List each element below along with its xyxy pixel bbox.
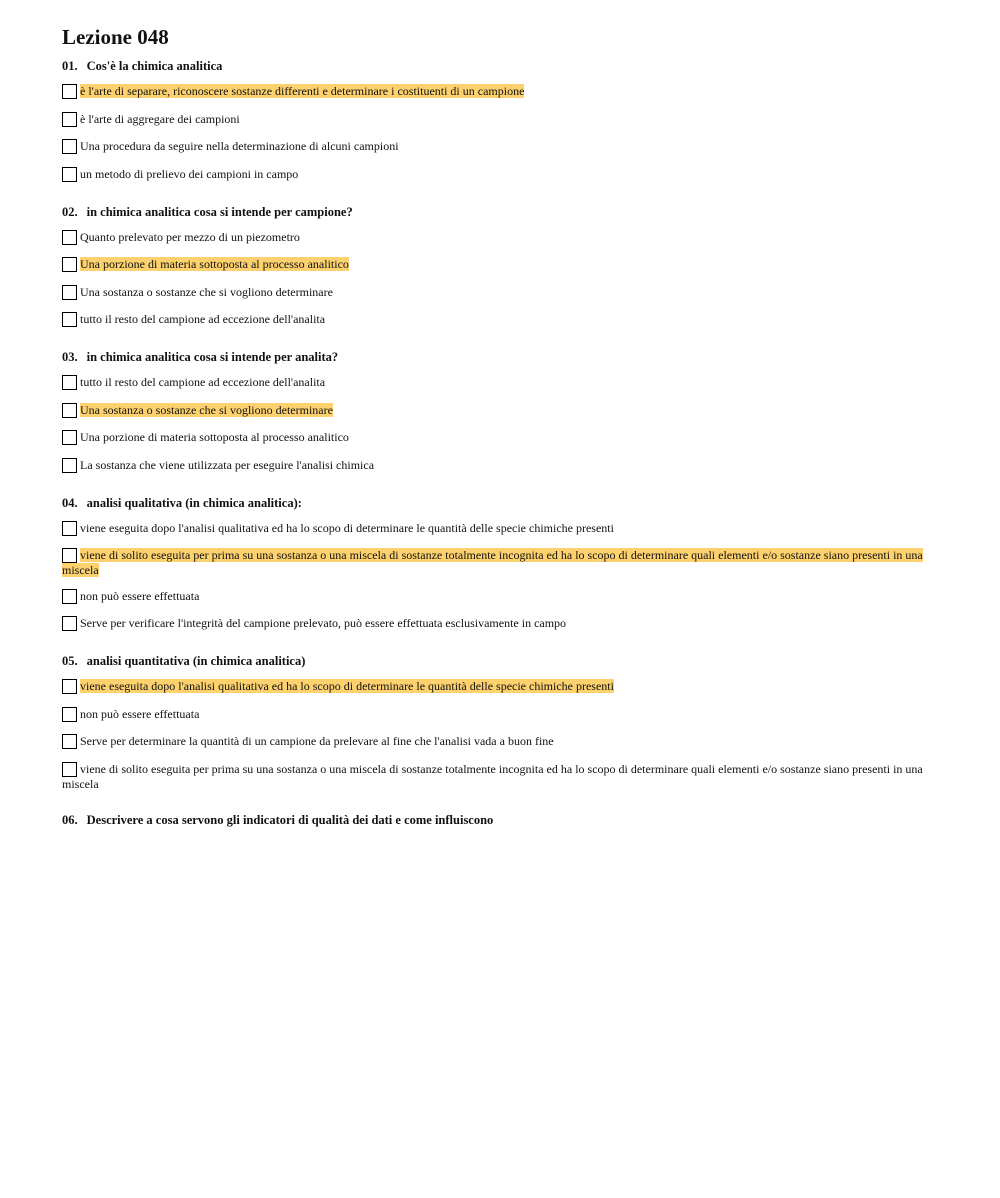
answer-option <box>62 375 936 392</box>
question-1 <box>62 58 936 184</box>
checkbox[interactable] <box>62 616 77 631</box>
question-heading <box>62 349 936 365</box>
answer-text: Serve per determinare la quantità di un campione da prelevare al fine che l'analisi vada a buon fine <box>80 734 554 748</box>
question-5 <box>62 653 936 792</box>
checkbox[interactable] <box>62 589 77 604</box>
answer-text: Una porzione di materia sottoposta al processo analitico <box>80 430 349 444</box>
answer-text: un metodo di prelievo dei campioni in campo <box>80 166 299 181</box>
answer-option <box>62 616 936 633</box>
checkbox[interactable] <box>62 230 77 245</box>
answer-option <box>62 403 936 420</box>
question-text: analisi qualitativa (in chimica analitica): <box>86 495 302 510</box>
question-number: 04. <box>62 495 78 510</box>
question-number: 06. <box>62 812 78 827</box>
question-number: 03. <box>62 350 78 364</box>
question-number: 05. <box>62 654 78 668</box>
checkbox[interactable] <box>62 403 77 418</box>
question-text: Descrivere a cosa servono gli indicatori di qualità dei dati e come influiscono <box>86 812 494 827</box>
answer-text: non può essere effettuata <box>80 706 200 721</box>
checkbox[interactable] <box>62 285 77 300</box>
answer-text: Una procedura da seguire nella determinazione di alcuni campioni <box>80 139 399 153</box>
answer-text: viene eseguita dopo l'analisi qualitativa ed ha lo scopo di determinare le quantità delle specie chimiche presenti <box>80 520 614 535</box>
answer-option <box>62 112 936 129</box>
answer-text-highlighted: viene di solito eseguita per prima su una sostanza o una miscela di sostanze totalmente incognita ed ha lo scopo di determinare quali elementi e/o sostanze siano presenti in una miscela <box>62 548 923 577</box>
question-heading <box>62 812 936 828</box>
answer-text-highlighted: è l'arte di separare, riconoscere sostanze differenti e determinare i costituenti di un campione <box>80 84 525 98</box>
checkbox[interactable] <box>62 139 77 154</box>
question-heading <box>62 495 936 511</box>
answer-option <box>62 430 936 447</box>
question-heading <box>62 58 936 74</box>
checkbox[interactable] <box>62 707 77 722</box>
answer-text: Serve per verificare l'integrità del campione prelevato, può essere effettuata esclusivamente in campo <box>80 616 567 630</box>
question-3 <box>62 349 936 475</box>
question-6 <box>62 812 936 828</box>
answer-option <box>62 458 936 475</box>
question-list <box>62 58 936 828</box>
question-text: in chimica analitica cosa si intende per campione? <box>86 204 353 219</box>
answer-option <box>62 734 936 751</box>
checkbox[interactable] <box>62 458 77 473</box>
checkbox[interactable] <box>62 679 77 694</box>
question-text: in chimica analitica cosa si intende per analita? <box>86 350 339 364</box>
checkbox[interactable] <box>62 167 77 182</box>
answer-option <box>62 312 936 329</box>
question-heading <box>62 204 936 220</box>
answer-option <box>62 230 936 247</box>
checkbox[interactable] <box>62 312 77 327</box>
checkbox[interactable] <box>62 112 77 127</box>
answer-text-highlighted: Una sostanza o sostanze che si vogliono determinare <box>80 402 333 417</box>
question-2 <box>62 204 936 330</box>
answer-option <box>62 548 936 578</box>
question-text: Cos'è la chimica analitica <box>86 59 223 73</box>
question-4 <box>62 495 936 634</box>
checkbox[interactable] <box>62 762 77 777</box>
answer-option <box>62 139 936 156</box>
question-number: 02. <box>62 204 78 219</box>
question-text: analisi quantitativa (in chimica analitica) <box>86 654 306 668</box>
answer-option <box>62 167 936 184</box>
answer-text: non può essere effettuata <box>80 588 200 603</box>
checkbox[interactable] <box>62 430 77 445</box>
checkbox[interactable] <box>62 548 77 563</box>
question-number: 01. <box>62 59 78 73</box>
checkbox[interactable] <box>62 375 77 390</box>
answer-option <box>62 707 936 724</box>
answer-text: è l'arte di aggregare dei campioni <box>80 111 240 126</box>
checkbox[interactable] <box>62 84 77 99</box>
page-title: Lezione 048 <box>62 25 169 49</box>
document-page <box>62 22 936 848</box>
checkbox[interactable] <box>62 257 77 272</box>
checkbox[interactable] <box>62 734 77 749</box>
answer-option <box>62 257 936 274</box>
answer-option <box>62 679 936 696</box>
answer-text: Quanto prelevato per mezzo di un piezometro <box>80 229 300 244</box>
answer-text-highlighted: viene eseguita dopo l'analisi qualitativa ed ha lo scopo di determinare le quantità delle specie chimiche presenti <box>80 679 614 693</box>
answer-option <box>62 285 936 302</box>
answer-option <box>62 762 936 792</box>
answer-text: viene di solito eseguita per prima su una sostanza o una miscela di sostanze totalmente incognita ed ha lo scopo di determinare quali elementi e/o sostanze siano presenti in una miscela <box>62 761 923 791</box>
answer-option <box>62 521 936 538</box>
checkbox[interactable] <box>62 521 77 536</box>
answer-text-highlighted: Una porzione di materia sottoposta al processo analitico <box>80 257 349 271</box>
answer-option <box>62 84 936 101</box>
question-heading <box>62 653 936 669</box>
answer-option <box>62 589 936 606</box>
answer-text: tutto il resto del campione ad eccezione dell'analita <box>80 312 326 326</box>
answer-text: Una sostanza o sostanze che si vogliono determinare <box>80 284 333 299</box>
answer-text: tutto il resto del campione ad eccezione dell'analita <box>80 375 326 389</box>
answer-text: La sostanza che viene utilizzata per eseguire l'analisi chimica <box>80 457 375 472</box>
